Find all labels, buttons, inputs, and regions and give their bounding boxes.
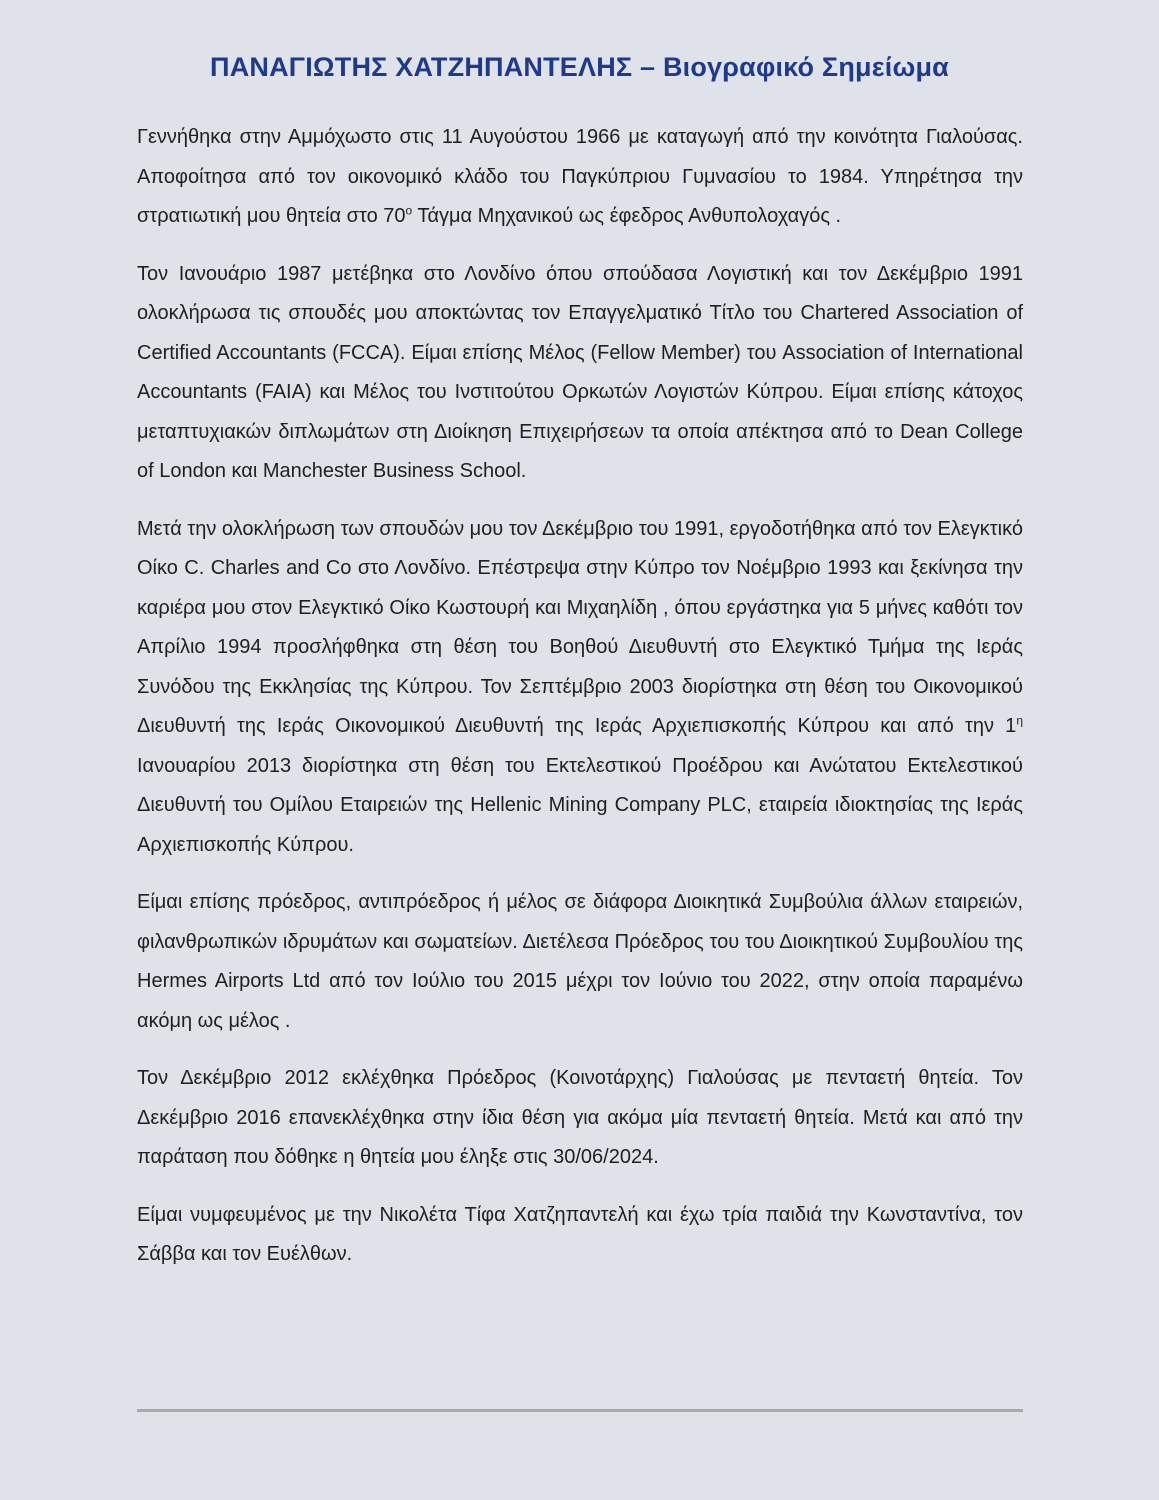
- document-body: [137, 118, 1023, 1293]
- paragraph-career: [137, 510, 1023, 866]
- paragraph-birth-text-a: Γεννήθηκα στην Αμμόχωστο στις 11 Αυγούστου 1966 με καταγωγή από την κοινότητα Γιαλούσας. Αποφοίτησα από τον οικονομικό κλάδο του Παγκύπριου Γυμνασίου το 1984. Υπηρέτησα την στρατιωτική μου θητεία στο 70: [137, 126, 1023, 227]
- document-title: ΠΑΝΑΓΙΩΤΗΣ ΧΑΤΖΗΠΑΝΤΕΛΗΣ – Βιογραφικό Σημείωμα: [210, 52, 949, 82]
- paragraph-community: Τον Δεκέμβριο 2012 εκλέχθηκα Πρόεδρος (Κοινοτάρχης) Γιαλούσας με πενταετή θητεία. Τον Δεκέμβριο 2016 επανεκλέχθηκα στην ίδια θέση για ακόμα μία πενταετή θητεία. Μετά και από την παράταση που δόθηκε η θητεία μου έληξε στις 30/06/2024.: [137, 1067, 1023, 1168]
- ordinal-superscript: ο: [405, 203, 413, 218]
- paragraph-birth-education: [137, 118, 1023, 237]
- footer-divider: [137, 1409, 1023, 1412]
- paragraph-boards: Είμαι επίσης πρόεδρος, αντιπρόεδρος ή μέλος σε διάφορα Διοικητικά Συμβούλια άλλων εταιρειών, φιλανθρωπικών ιδρυμάτων και σωματείων. Διετέλεσα Πρόεδρος του του Διοικητικού Συμβουλίου της Hermes Airports Ltd από τον Ιούλιο του 2015 μέχρι τον Ιούνιο του 2022, στην οποία παραμένω ακόμη ως μέλος .: [137, 891, 1023, 1032]
- ordinal-superscript: η: [1016, 713, 1023, 728]
- paragraph-studies: Τον Ιανουάριο 1987 μετέβηκα στο Λονδίνο όπου σπούδασα Λογιστική και τον Δεκέμβριο 1991 ολοκλήρωσα τις σπουδές μου αποκτώντας τον Επαγγελματικό Τίτλο του Chartered Association of Certified Accountants (FCCA). Είμαι επίσης Μέλος (Fellow Member) του Association of International Accountants (FAIA) και Μέλος του Ινστιτούτου Ορκωτών Λογιστών Κύπρου. Είμαι επίσης κάτοχος μεταπτυχιακών διπλωμάτων στη Διοίκηση Επιχειρήσεων τα οποία απέκτησα από το Dean College of London και Manchester Business School.: [137, 262, 1023, 482]
- paragraph-career-text-a: Μετά την ολοκλήρωση των σπουδών μου τον Δεκέμβριο του 1991, εργοδοτήθηκα από τον Ελεγκτικό Οίκο C. Charles and Co στο Λονδίνο. Επέστρεψα στην Κύπρο τον Νοέμβριο 1993 και ξεκίνησα την καριέρα μου στον Ελεγκτικό Οίκο Κωστουρή και Μιχαηλίδη , όπου εργάστηκα για 5 μήνες καθότι τον Απρίλιο 1994 προσλήφθηκα στη θέση του Βοηθού Διευθυντή στο Ελεγκτικό Τμήμα της Ιεράς Συνόδου της Εκκλησίας της Κύπρου. Τον Σεπτέμβριο 2003 διορίστηκα στη θέση του Οικονομικού Διευθυντή της Ιεράς Οικονομικού Διευθυντή της Ιεράς Αρχιεπισκοπής Κύπρου και από την 1: [137, 517, 1023, 737]
- paragraph-family: Είμαι νυμφευμένος με την Νικολέτα Τίφα Χατζηπαντελή και έχω τρία παιδιά την Κωνσταντίνα, τον Σάββα και τον Ευέλθων.: [137, 1203, 1023, 1265]
- paragraph-career-text-b: Ιανουαρίου 2013 διορίστηκα στη θέση του Εκτελεστικού Προέδρου και Ανώτατου Εκτελεστικού Διευθυντή του Ομίλου Εταιρειών της Hellenic Mining Company PLC, εταιρεία ιδιοκτησίας της Ιεράς Αρχιεπισκοπής Κύπρου.: [137, 754, 1023, 856]
- paragraph-birth-text-b: Τάγμα Μηχανικού ως έφεδρος Ανθυπολοχαγός .: [412, 205, 842, 227]
